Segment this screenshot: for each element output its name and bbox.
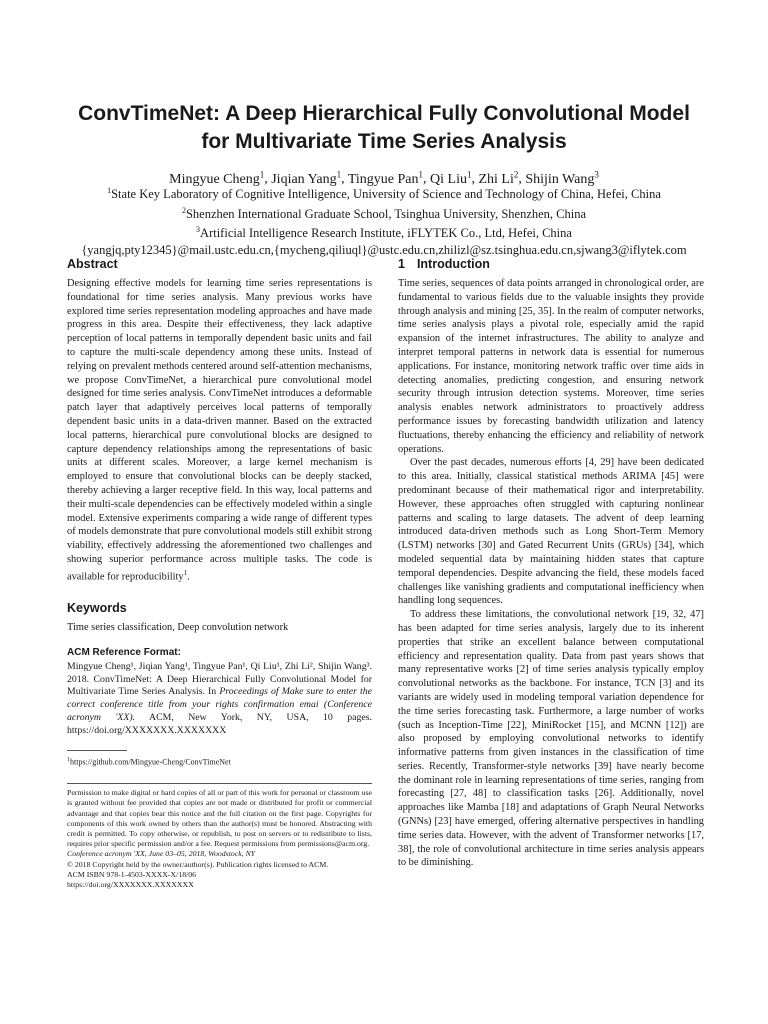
keywords-heading: Keywords xyxy=(67,601,127,615)
affiliation: $^3$Artificial Intelligence Research Institute, iFLYTEK Co., Ltd, Hefei, China xyxy=(196,225,572,241)
paper-title-line-2: for Multivariate Time Series Analysis xyxy=(201,130,567,153)
acm-reference-heading: ACM Reference Format: xyxy=(67,646,181,658)
abstract-heading: Abstract xyxy=(67,257,118,271)
paper-title xyxy=(40,100,728,156)
author: Shijin Wang$^3$ xyxy=(525,169,599,187)
affiliations xyxy=(20,183,748,258)
intro-paragraph: Over the past decades, numerous efforts [4, 29] have been dedicated to this area. Initially, classical statistical methods ARIMA [45] were predominant because of their mathematical rigor and interpretability. However, these approaches often struggled with capturing nonlinear patterns and scaling to large datasets. The advent of deep learning introduced data-driven methods such as Long Short-Term Memory (LSTM) networks [30] and Gated Recurrent Units (GRUs) [34], which modeled sequential data by maintaining hidden states that capture temporal dependencies. Despite advancing the field, these models faced challenges like vanishing gradients and computational inefficiency when handling long sequences. xyxy=(398,457,704,607)
permission-notice: Permission to make digital or hard copies of all or part of this work for personal or classroom use is granted without fee provided that copies are not made or distributed for profit or commercial advantage and that copies bear this notice and the full citation on the first page. Copyrights for components of this work owned by others than the author(s) must be honored. Abstracting with credit is permitted. To copy otherwise, or republish, to post on servers or to redistribute to lists, requires prior specific permission and/or a fee. Request permissions from permissions@acm.org. xyxy=(67,788,372,849)
footnote: $^1$https://github.com/Mingyue-Cheng/ConvTimeNet xyxy=(67,756,231,767)
conference-info: Conference acronym 'XX, June 03–05, 2018, Woodstock, NY xyxy=(67,849,256,859)
acm-reference-text: Mingyue Cheng¹, Jiqian Yang¹, Tingyue Pan¹, Qi Liu¹, Zhi Li², Shijin Wang³. 2018. ConvTimeNet: A Deep Hierarchical Fully Convolutional Model for Multivariate Time Series Analysis. In Proceedings of Make sure to enter the correct conference title from your rights confirmation emai (Conference acronym 'XX). ACM, New York, NY, USA, 10 pages. https://doi.org/XXXXXXX.XXXXXXX xyxy=(67,660,373,736)
isbn: ACM ISBN 978-1-4503-XXXX-X/18/06 xyxy=(67,869,197,879)
paper-title-line-1: ConvTimeNet: A Deep Hierarchical Fully Convolutional Model xyxy=(78,102,690,125)
introduction-heading: 1 Introduction xyxy=(398,257,490,271)
author: Zhi Li$^2$ xyxy=(478,169,519,187)
abstract-text: Designing effective models for learning time series representations is foundational for time series analysis. Many previous works have explored time series representation modeling approaches and have made progress in this area. Despite their effectiveness, they lack adaptive perception of local patterns in temporally dependent basic units and fail to capture the multi-scale dependency among these units. Instead of relying on prevalent methods centered around self-attention mechanisms, we propose ConvTimeNet, a hierarchical pure convolutional model designed for time series analysis. ConvTimeNet introduces a deformable patch layer that adaptively perceives local patterns of temporally dependent basic units in a data-driven manner. Based on the extracted local patterns, hierarchical pure convolutional blocks are designed to capture dependency relationships among the representations of basic units at different scales. Moreover, a large kernel mechanism is employed to ensure that convolutional blocks can be deeply stacked, thereby achieving a larger receptive field. In this way, local patterns and their multi-scale dependencies can be effectively modeled within a single model. Extensive experiments comparing a wide range of different types of models demonstrate that pure convolutional models still exhibit strong viability, effectively addressing the aforementioned two challenges and showing superior performance across multiple tasks. The code is available for reproducibility$^1$. xyxy=(67,278,372,583)
affiliation: $^2$Shenzhen International Graduate School, Tsinghua University, Shenzhen, China xyxy=(181,205,587,221)
left-column xyxy=(67,256,372,890)
intro-paragraph: To address these limitations, the convolutional network [19, 32, 47] has been adapted for time series analysis, largely due to its inherent properties that strike an excellent balance between computational efficiency and representation quality. Data from past years shows that many representative works [2] of time series analysis typically employ convolutional networks as the backbone. For instance, TCN [3] and its variants are widely used in modeling temporal variation dependence for the time series forecasting task. Furthermore, a large number of works (such as Inception-Time [22], MiniRocket [15], and MCNN [12]) are also proposed by employing convolutional networks to identify informative patterns from given instances in the classification of time series. Recently, Transformer-style networks [39] have nearly become the dominant role in learning representations of time series, ranging from forecasting [27, 48] to classification tasks [26]. Additionally, novel approaches like Mamba [18] and adaptations of Graph Neural Networks (GNNs) [23] have emerged, offering alternative perspectives in handling time series data. However, with the advent of Transformer networks [17, 38], the role of convolutional architecture in time series analysis appears to be diminishing. xyxy=(398,609,704,869)
footnote-divider xyxy=(67,750,127,751)
intro-paragraph: Time series, sequences of data points arranged in chronological order, are fundamental to various fields due to the valuable insights they provide through analysis and mining [25, 35]. In the realm of computer networks, time series analysis plays a pivotal role, especially amid the rapid expansion of the internet infrastructures. The ability to analyze and interpret temporal patterns in network data is essential for numerous applications. For instance, monitoring network traffic over time aids in detecting anomalies, predicting congestion, and ensuring network security through intrusion detection systems. Moreover, time series analysis enables network administrators to proactively address performance issues by forecasting bandwidth utilization and latency fluctuations, thereby enhancing the efficiency and reliability of network operations. xyxy=(398,278,704,455)
footnote-link[interactable]: https://github.com/Mingyue-Cheng/ConvTimeNet xyxy=(70,757,231,767)
footnote-marker[interactable]: 1 xyxy=(183,568,188,577)
author-emails: {yangjq,pty12345}@mail.ustc.edu.cn,{mycheng,qiliuql}@ustc.edu.cn,zhilizl@sz.tsinghua.edu.cn,sjwang3@iflytek.com xyxy=(81,242,687,257)
author: Jiqian Yang$^1$ xyxy=(271,169,342,187)
author: Mingyue Cheng$^1$ xyxy=(169,169,265,187)
author: Qi Liu$^1$ xyxy=(430,169,472,187)
author-list: Mingyue Cheng$^1$, Jiqian Yang$^1$, Tingyue Pan$^1$, Qi Liu$^1$, Zhi Li$^2$, Shijin Wang$^3$ xyxy=(169,169,599,187)
author: Tingyue Pan$^1$ xyxy=(347,169,424,187)
permission-divider xyxy=(67,783,372,784)
keywords-text: Time series classification, Deep convolution network xyxy=(67,622,289,633)
copyright-notice: © 2018 Copyright held by the owner/author(s). Publication rights licensed to ACM. xyxy=(67,859,329,869)
affiliation: $^1$State Key Laboratory of Cognitive Intelligence, University of Science and Technology of China, Hefei, China xyxy=(107,186,661,202)
right-column xyxy=(398,256,704,870)
doi-link[interactable]: https://doi.org/XXXXXXX.XXXXXXX xyxy=(67,880,194,890)
